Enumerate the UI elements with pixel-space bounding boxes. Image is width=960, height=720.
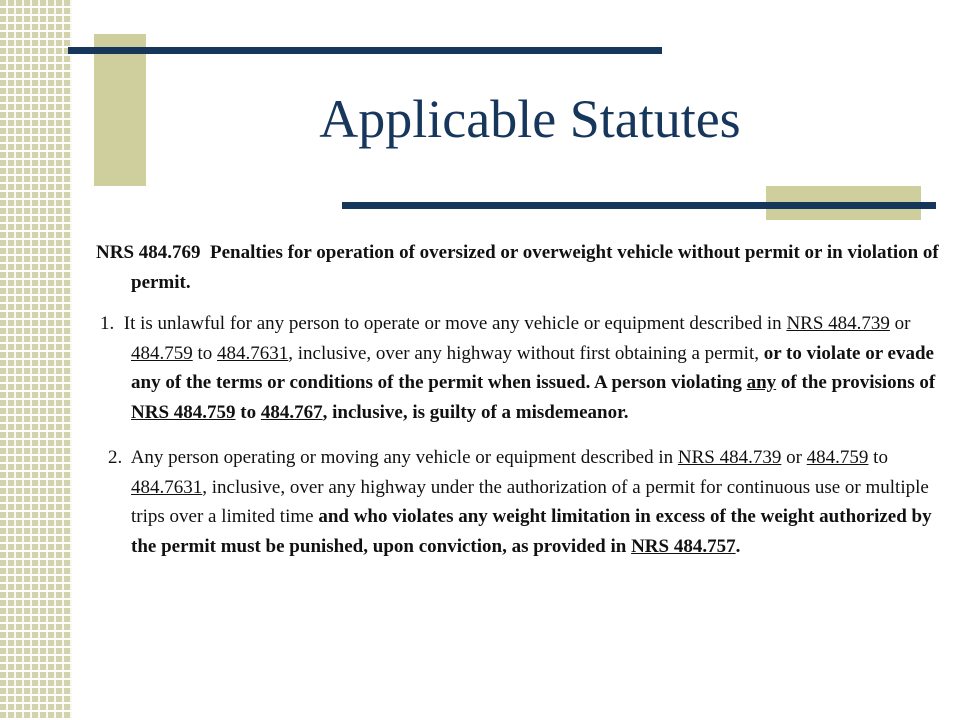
statute-description: Penalties for operation of oversized or overweight vehicle without permit or in violation of permit. xyxy=(131,242,939,293)
decorative-stripe-band xyxy=(0,0,72,720)
slide-body xyxy=(96,238,946,561)
statute-link[interactable]: 484.767 xyxy=(260,401,323,423)
item-text-bold: to xyxy=(235,401,261,423)
statute-link[interactable]: 484.759 xyxy=(806,447,869,468)
statute-link[interactable]: NRS 484.739 xyxy=(786,313,890,334)
decorative-square-top-left xyxy=(94,34,146,186)
emphasis-link[interactable]: any xyxy=(746,372,777,393)
item-text-bold: and who violates any weight limitation in excess of the weight authorized by the permit must be punished, upon conviction, as provided in xyxy=(131,506,932,557)
item-text: It is unlawful for any person to operate or move any vehicle or equipment described in xyxy=(123,313,787,334)
item-text-bold: or to violate or evade any of the terms or conditions of the permit when issued. A person violating xyxy=(131,342,934,393)
slide-title: Applicable Statutes xyxy=(319,89,741,149)
item-text: Any person operating or moving any vehicle or equipment described in xyxy=(130,447,678,468)
decorative-bar-bottom xyxy=(342,202,936,209)
statute-heading xyxy=(96,238,946,297)
item-text: , inclusive, over any highway under the authorization of a permit for continuous use or multiple trips over a limited time xyxy=(131,476,929,527)
item-text-bold: , inclusive, is guilty of a misdemeanor. xyxy=(322,401,629,423)
statute-item-2 xyxy=(96,443,946,561)
item-text: or xyxy=(781,447,807,468)
item-text-bold: . xyxy=(735,535,741,557)
statute-link[interactable]: 484.759 xyxy=(131,342,193,364)
item-text: to xyxy=(868,447,888,468)
item-text: to xyxy=(192,342,218,364)
statute-item-1 xyxy=(96,309,946,427)
item-number: 2. xyxy=(108,447,123,468)
statute-link[interactable]: NRS 484.757 xyxy=(631,535,736,557)
item-text-bold: of the provisions of xyxy=(776,372,936,393)
statute-link[interactable]: NRS 484.739 xyxy=(677,447,782,468)
statute-citation: NRS 484.769 xyxy=(96,242,201,263)
statute-link[interactable]: 484.7631 xyxy=(131,476,203,498)
statute-link[interactable]: 484.7631 xyxy=(217,342,289,364)
decorative-bar-top xyxy=(68,47,662,54)
statute-link[interactable]: NRS 484.759 xyxy=(131,401,236,423)
item-text: or xyxy=(889,313,911,334)
item-number: 1. xyxy=(100,313,115,334)
item-text: , inclusive, over any highway without first obtaining a permit, xyxy=(288,342,764,364)
